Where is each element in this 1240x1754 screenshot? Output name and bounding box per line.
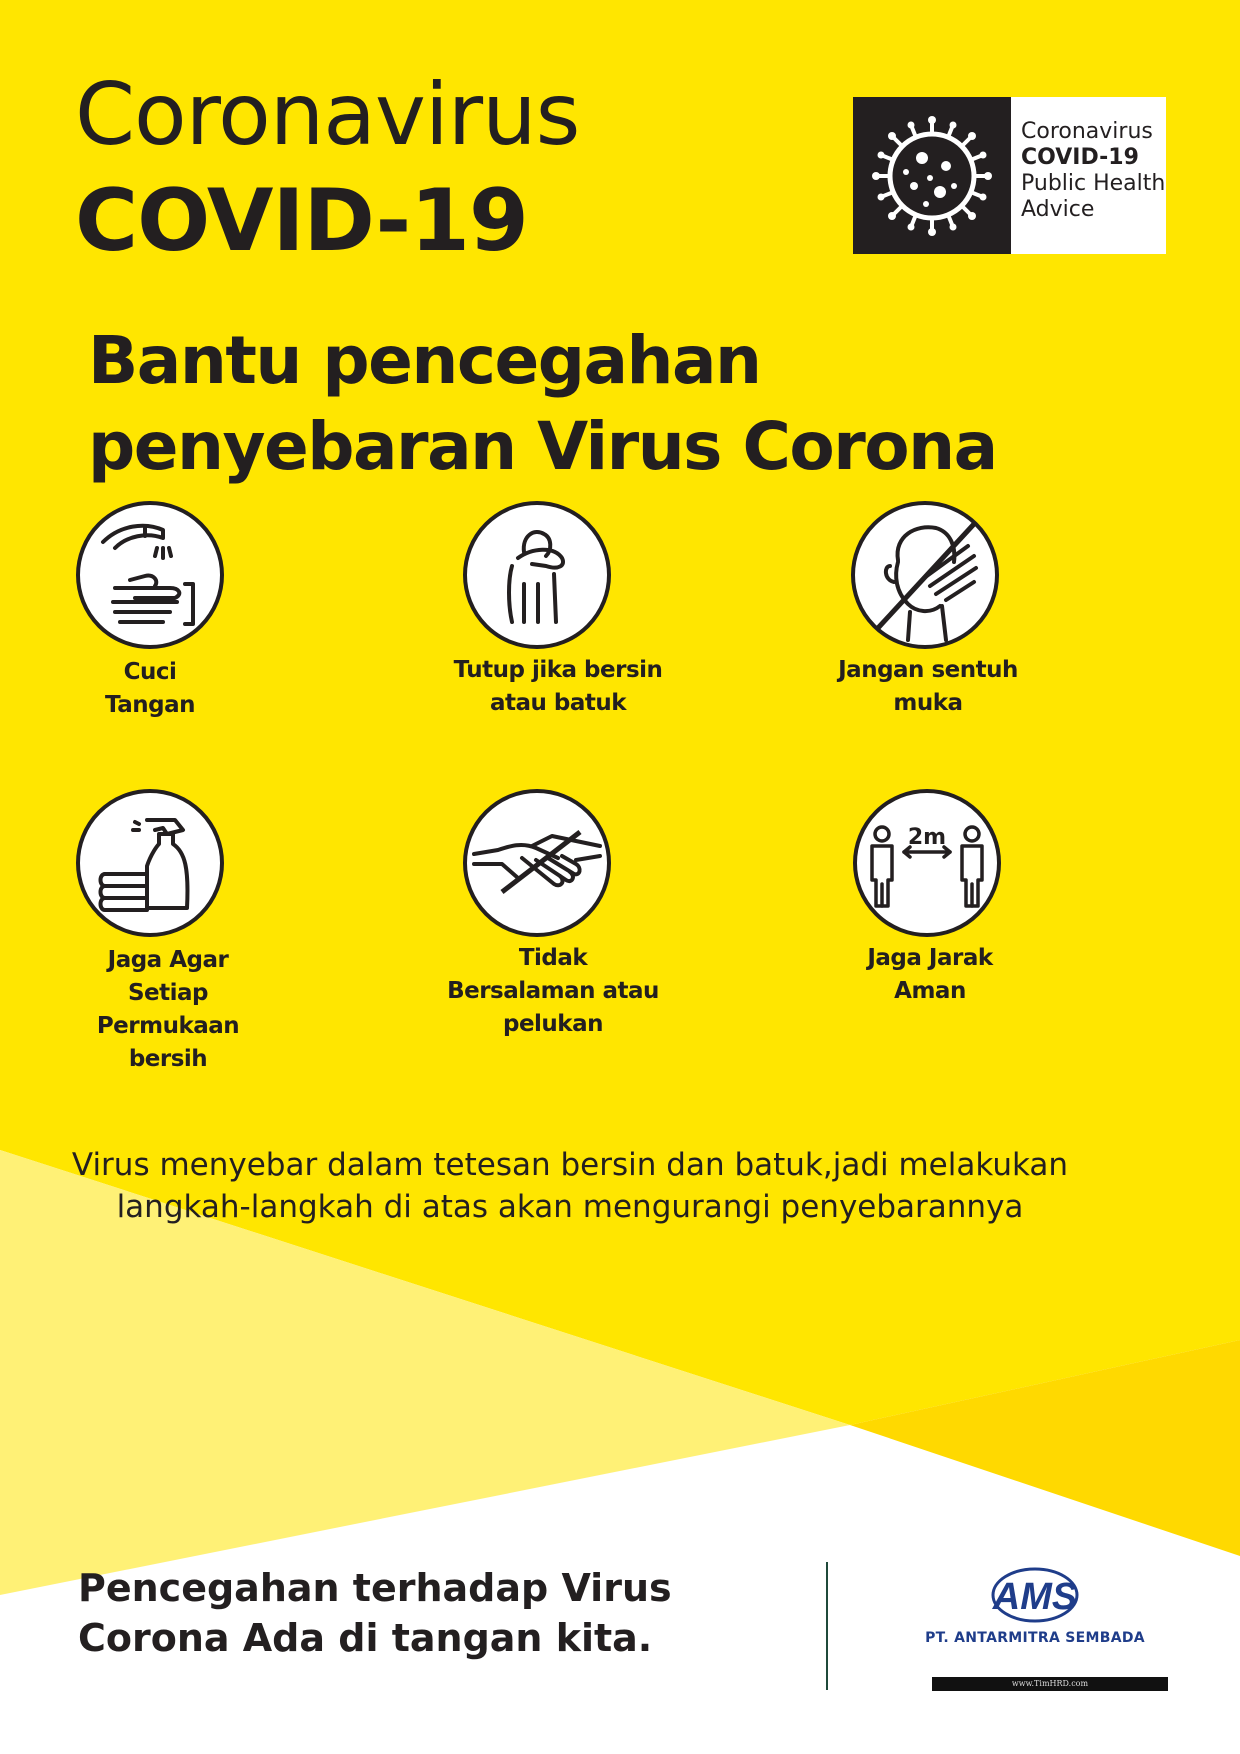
hand-washing-icon xyxy=(75,500,225,654)
tip-label-line: Tidak xyxy=(518,945,588,971)
tip-label-cleaning xyxy=(78,944,258,1076)
headline-line2: penyebaran Virus Corona xyxy=(88,408,997,485)
tip-label-cough-cover xyxy=(432,654,684,720)
virus-icon xyxy=(853,97,1011,254)
title-coronavirus: Coronavirus xyxy=(75,65,580,165)
cleaning-spray-icon xyxy=(75,788,225,942)
social-distance-icon xyxy=(852,788,1002,942)
badge-line2: COVID-19 xyxy=(1021,145,1139,170)
company-logo xyxy=(950,1565,1120,1629)
website-bar: www.TimHRD.com xyxy=(932,1677,1168,1691)
company-name: PT. ANTARMITRA SEMBADA xyxy=(925,1630,1145,1646)
tip-label-hand-washing xyxy=(60,656,240,722)
tip-label-distance xyxy=(830,942,1030,1008)
tip-label-line: atau batuk xyxy=(489,690,627,716)
tip-label-line: Jaga Agar xyxy=(107,947,229,973)
no-face-touch-icon xyxy=(850,500,1000,654)
no-handshake-icon xyxy=(462,788,612,942)
tip-label-line: Bersalaman atau xyxy=(447,978,659,1004)
badge-line1: Coronavirus xyxy=(1021,119,1153,144)
tip-label-line: Tutup jika bersin xyxy=(453,657,663,683)
tip-label-line: pelukan xyxy=(502,1011,603,1037)
transmission-note xyxy=(0,1144,1140,1228)
slogan xyxy=(78,1563,672,1663)
tip-label-line: Setiap xyxy=(127,980,209,1006)
badge-line3: Public Health xyxy=(1021,171,1166,196)
headline xyxy=(88,318,997,490)
distance-label: 2m xyxy=(907,825,947,850)
tip-label-line: Cuci xyxy=(123,659,177,685)
slogan-line2: Corona Ada di tangan kita. xyxy=(78,1616,653,1660)
title-covid19: COVID-19 xyxy=(75,171,528,271)
badge-text xyxy=(1011,97,1165,254)
cough-cover-icon xyxy=(462,500,612,654)
tip-label-line: Jangan sentuh xyxy=(838,657,1018,683)
tip-label-line: Jaga Jarak xyxy=(867,945,993,971)
tip-label-line: Permukaan xyxy=(96,1013,240,1039)
note-line1: Virus menyebar dalam tetesan bersin dan batuk,jadi melakukan xyxy=(71,1147,1069,1183)
tip-label-no-handshake xyxy=(418,942,688,1041)
tip-label-line: bersih xyxy=(128,1046,208,1072)
tip-label-no-face-touch xyxy=(818,654,1038,720)
tip-label-line: Aman xyxy=(894,978,966,1004)
footer-divider xyxy=(826,1562,828,1690)
tip-label-line: muka xyxy=(893,690,963,716)
public-health-badge xyxy=(853,97,1166,254)
headline-line1: Bantu pencegahan xyxy=(88,322,761,399)
badge-line4: Advice xyxy=(1021,197,1095,222)
slogan-line1: Pencegahan terhadap Virus xyxy=(78,1566,672,1610)
tip-label-line: Tangan xyxy=(105,692,195,718)
logo-text: AMS xyxy=(992,1576,1078,1618)
note-line2: langkah-langkah di atas akan mengurangi penyebarannya xyxy=(116,1189,1024,1225)
